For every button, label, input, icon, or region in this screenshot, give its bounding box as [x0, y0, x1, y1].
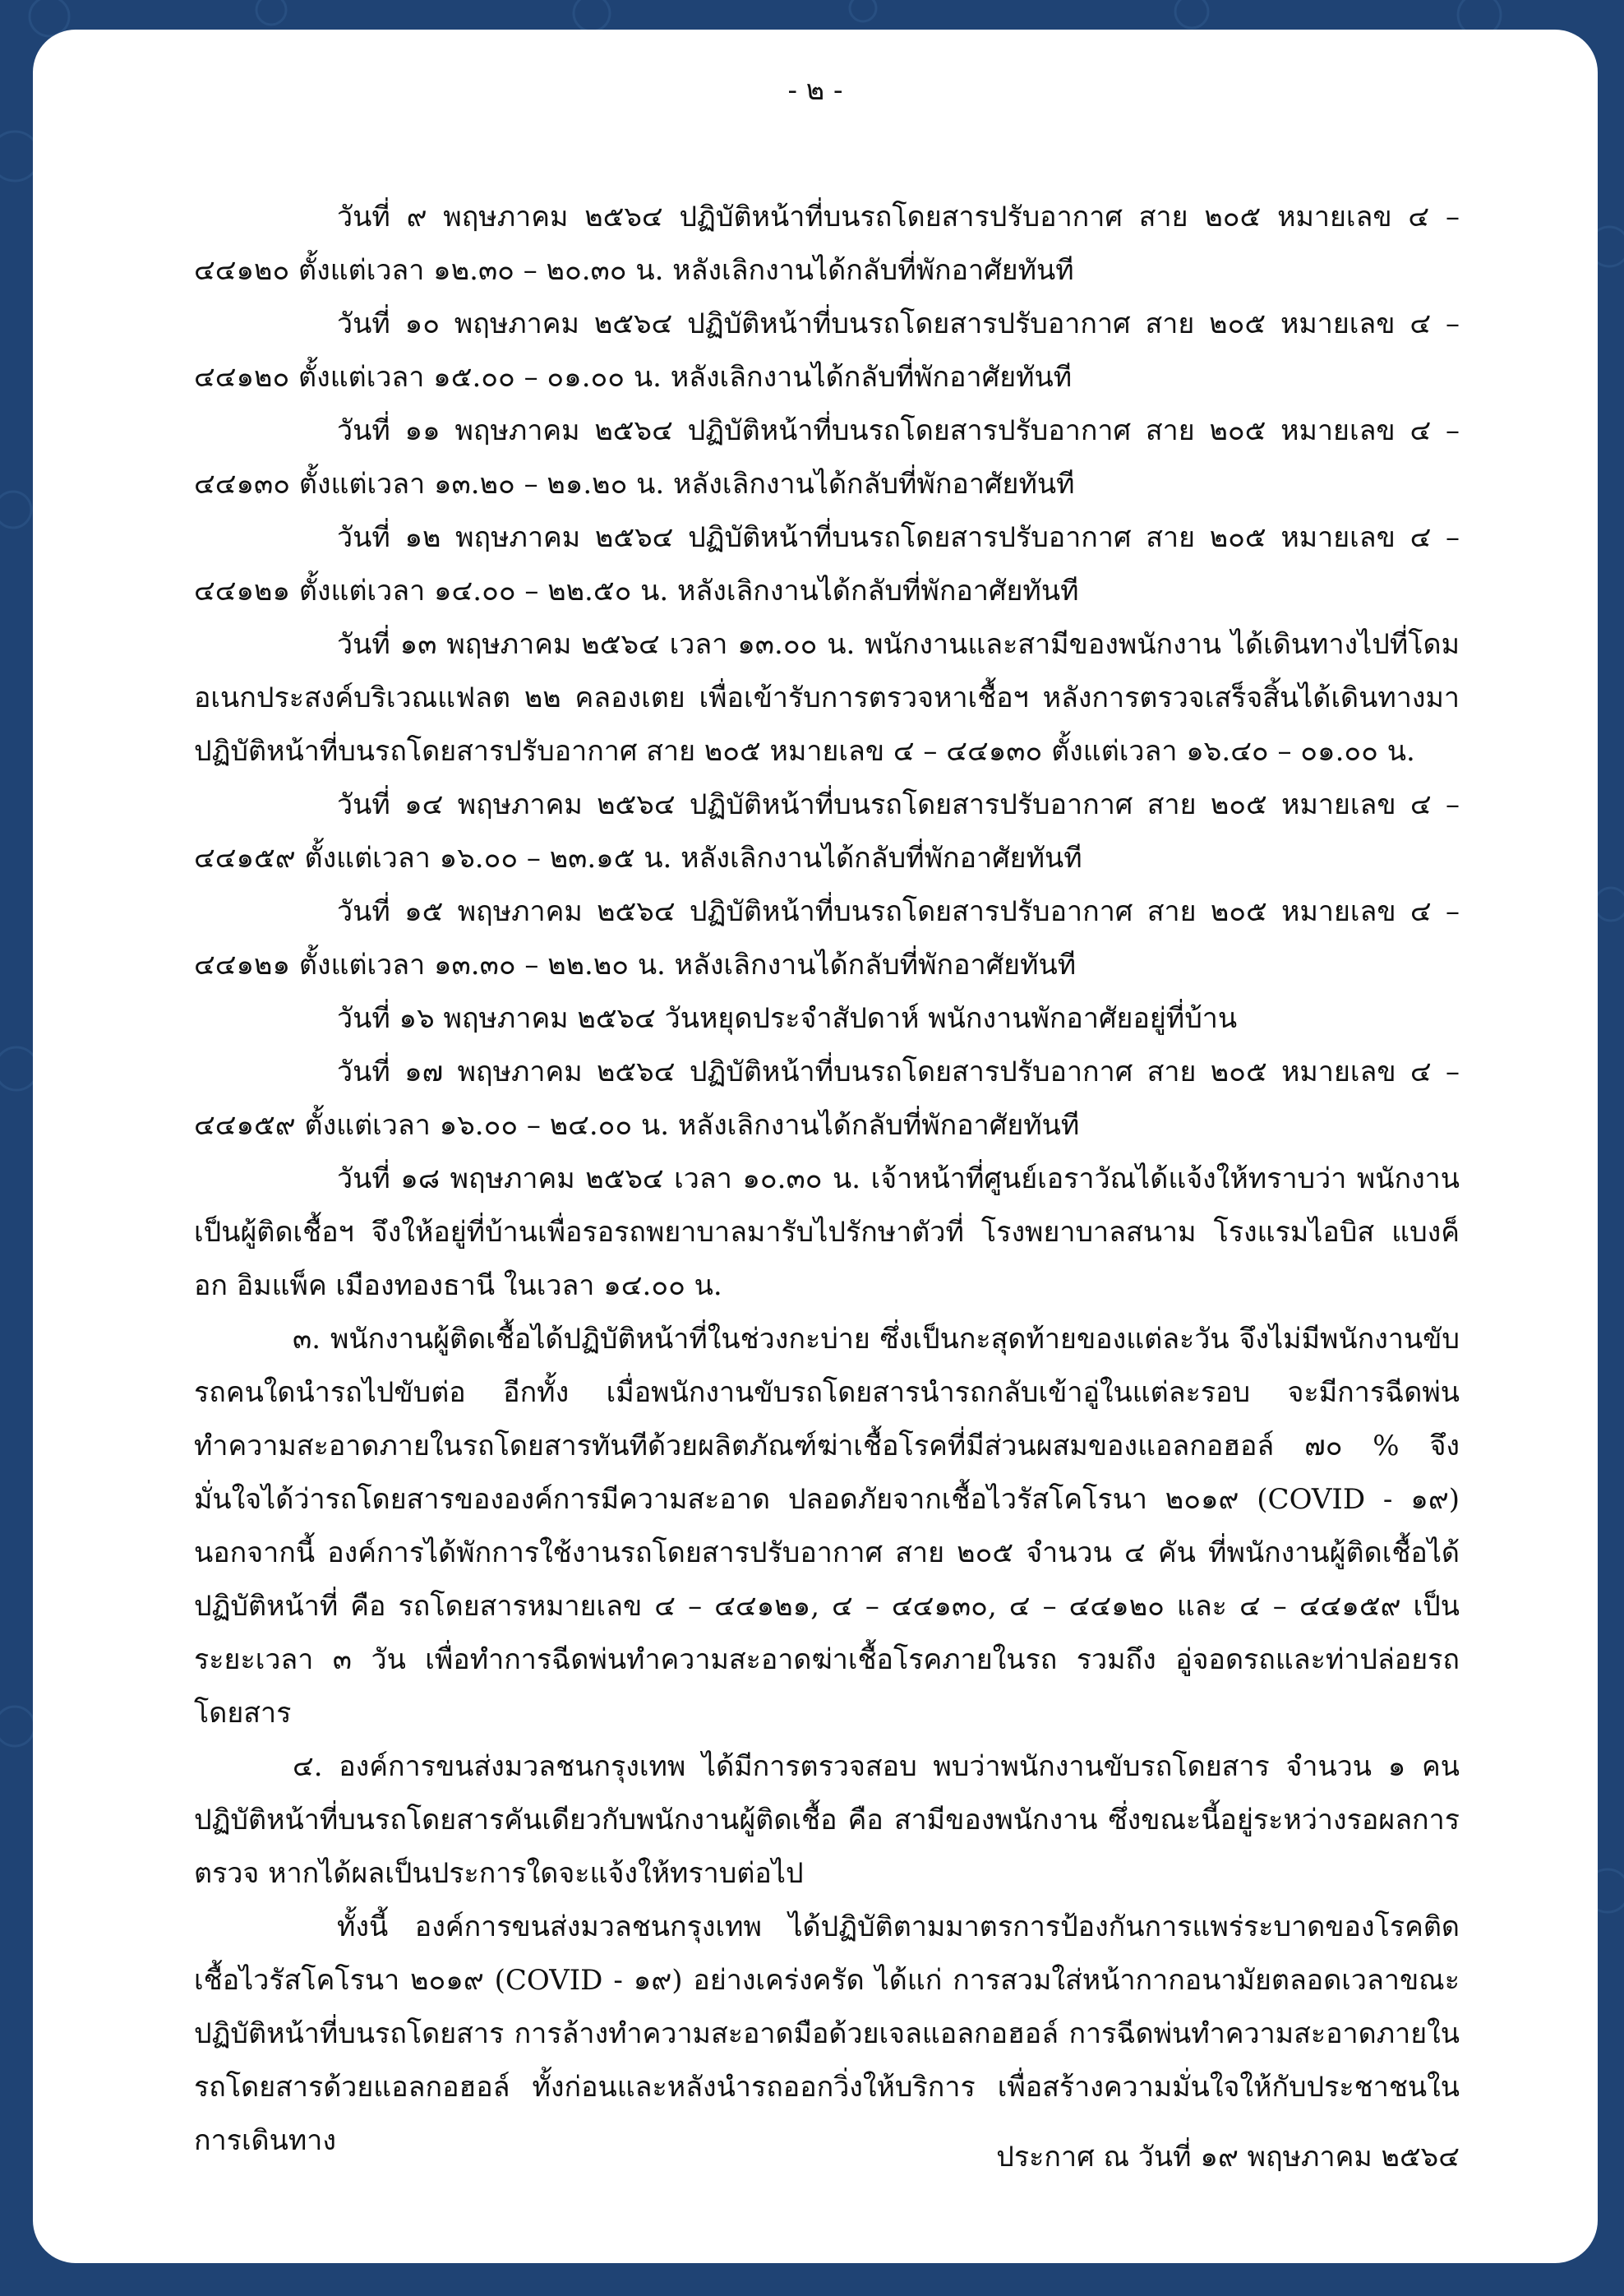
document-page [33, 30, 1598, 2263]
paragraph-may-15: วันที่ ๑๕ พฤษภาคม ๒๕๖๔ ปฏิบัติหน้าที่บนรถโดยสารปรับอากาศ สาย ๒๐๕ หมายเลข ๔ – ๔๔๑๒๑ ตั้งแต่เวลา ๑๓.๓๐ – ๒๒.๒๐ น. หลังเลิกงานได้กลับที่พักอาศัยทันที [194, 895, 1460, 982]
paragraph-item-4: ๔. องค์การขนส่งมวลชนกรุงเทพ ได้มีการตรวจสอบ พบว่าพนักงานขับรถโดยสาร จำนวน ๑ คน ปฏิบัติหน้าที่บนรถโดยสารคันเดียวกับพนักงานผู้ติดเชื้อ คือ สามีของพนักงาน ซึ่งขณะนี้อยู่ระหว่างรอผลการตรวจ หากได้ผลเป็นประการใดจะแจ้งให้ทราบต่อไป [194, 1750, 1460, 1890]
paragraph-may-12: วันที่ ๑๒ พฤษภาคม ๒๕๖๔ ปฏิบัติหน้าที่บนรถโดยสารปรับอากาศ สาย ๒๐๕ หมายเลข ๔ – ๔๔๑๒๑ ตั้งแต่เวลา ๑๔.๐๐ – ๒๒.๕๐ น. หลังเลิกงานได้กลับที่พักอาศัยทันที [194, 521, 1460, 607]
announcement-date: ประกาศ ณ วันที่ ๑๙ พฤษภาคม ๒๕๖๔ [996, 2141, 1460, 2174]
paragraph-may-17: วันที่ ๑๗ พฤษภาคม ๒๕๖๔ ปฏิบัติหน้าที่บนรถโดยสารปรับอากาศ สาย ๒๐๕ หมายเลข ๔ – ๔๔๑๕๙ ตั้งแต่เวลา ๑๖.๐๐ – ๒๔.๐๐ น. หลังเลิกงานได้กลับที่พักอาศัยทันที [194, 1056, 1460, 1142]
paragraph-may-13: วันที่ ๑๓ พฤษภาคม ๒๕๖๔ เวลา ๑๓.๐๐ น. พนักงานและสามีของพนักงาน ได้เดินทางไปที่โดมอเนกประสงค์บริเวณแฟลต ๒๒ คลองเตย เพื่อเข้ารับการตรวจหาเชื้อฯ หลังการตรวจเสร็จสิ้นได้เดินทางมาปฏิบัติหน้าที่บนรถโดยสารปรับอากาศ สาย ๒๐๕ หมายเลข ๔ – ๔๔๑๓๐ ตั้งแต่เวลา ๑๖.๔๐ – ๐๑.๐๐ น. [194, 628, 1460, 768]
paragraph-item-3: ๓. พนักงานผู้ติดเชื้อได้ปฏิบัติหน้าที่ในช่วงกะบ่าย ซึ่งเป็นกะสุดท้ายของแต่ละวัน จึงไม่มีพนักงานขับรถคนใดนำรถไปขับต่อ อีกทั้ง เมื่อพนักงานขับรถโดยสารนำรถกลับเข้าอู่ในแต่ละรอบ จะมีการฉีดพ่นทำความสะอาดภายในรถโดยสารทันทีด้วยผลิตภัณฑ์ฆ่าเชื้อโรคที่มีส่วนผสมของแอลกอฮอล์ ๗๐ % จึงมั่นใจได้ว่ารถโดยสารขององค์การมีความสะอาด ปลอดภัยจากเชื้อไวรัสโคโรนา ๒๐๑๙ (COVID - ๑๙) นอกจากนี้ องค์การได้พักการใช้งานรถโดยสารปรับอากาศ สาย ๒๐๕ จำนวน ๔ คัน ที่พนักงานผู้ติดเชื้อได้ปฏิบัติหน้าที่ คือ รถโดยสารหมายเลข ๔ – ๔๔๑๒๑, ๔ – ๔๔๑๓๐, ๔ – ๔๔๑๒๐ และ ๔ – ๔๔๑๕๙ เป็นระยะเวลา ๓ วัน เพื่อทำการฉีดพ่นทำความสะอาดฆ่าเชื้อโรคภายในรถ รวมถึง อู่จอดรถและท่าปล่อยรถโดยสาร [194, 1323, 1460, 1730]
paragraph-may-9: วันที่ ๙ พฤษภาคม ๒๕๖๔ ปฏิบัติหน้าที่บนรถโดยสารปรับอากาศ สาย ๒๐๕ หมายเลข ๔ – ๔๔๑๒๐ ตั้งแต่เวลา ๑๒.๓๐ – ๒๐.๓๐ น. หลังเลิกงานได้กลับที่พักอาศัยทันที [194, 201, 1460, 287]
paragraph-may-10: วันที่ ๑๐ พฤษภาคม ๒๕๖๔ ปฏิบัติหน้าที่บนรถโดยสารปรับอากาศ สาย ๒๐๕ หมายเลข ๔ – ๔๔๑๒๐ ตั้งแต่เวลา ๑๕.๐๐ – ๐๑.๐๐ น. หลังเลิกงานได้กลับที่พักอาศัยทันที [194, 307, 1460, 394]
paragraph-may-14: วันที่ ๑๔ พฤษภาคม ๒๕๖๔ ปฏิบัติหน้าที่บนรถโดยสารปรับอากาศ สาย ๒๐๕ หมายเลข ๔ – ๔๔๑๕๙ ตั้งแต่เวลา ๑๖.๐๐ – ๒๓.๑๕ น. หลังเลิกงานได้กลับที่พักอาศัยทันที [194, 788, 1460, 875]
paragraph-may-18: วันที่ ๑๘ พฤษภาคม ๒๕๖๔ เวลา ๑๐.๓๐ น. เจ้าหน้าที่ศูนย์เอราวัณได้แจ้งให้ทราบว่า พนักงานเป็นผู้ติดเชื้อฯ จึงให้อยู่ที่บ้านเพื่อรอรถพยาบาลมารับไปรักษาตัวที่ โรงพยาบาลสนาม โรงแรมไอบิส แบงค็อก อิมแพ็ค เมืองทองธานี ในเวลา ๑๔.๐๐ น. [194, 1162, 1460, 1302]
paragraph-closing: ทั้งนี้ องค์การขนส่งมวลชนกรุงเทพ ได้ปฏิบัติตามมาตรการป้องกันการแพร่ระบาดของโรคติดเชื้อไวรัสโคโรนา ๒๐๑๙ (COVID - ๑๙) อย่างเคร่งครัด ได้แก่ การสวมใส่หน้ากากอนามัยตลอดเวลาขณะปฏิบัติหน้าที่บนรถโดยสาร การล้างทำความสะอาดมือด้วยเจลแอลกอฮอล์ การฉีดพ่นทำความสะอาดภายในรถโดยสารด้วยแอลกอฮอล์ ทั้งก่อนและหลังนำรถออกวิ่งให้บริการ เพื่อสร้างความมั่นใจให้กับประชาชนในการเดินทาง [194, 1910, 1460, 2157]
page-number: - ๒ - [787, 74, 843, 107]
paragraph-may-16: วันที่ ๑๖ พฤษภาคม ๒๕๖๔ วันหยุดประจำสัปดาห์ พนักงานพักอาศัยอยู่ที่บ้าน [337, 1002, 1238, 1035]
paragraph-may-11: วันที่ ๑๑ พฤษภาคม ๒๕๖๔ ปฏิบัติหน้าที่บนรถโดยสารปรับอากาศ สาย ๒๐๕ หมายเลข ๔ – ๔๔๑๓๐ ตั้งแต่เวลา ๑๓.๒๐ – ๒๑.๒๐ น. หลังเลิกงานได้กลับที่พักอาศัยทันที [194, 414, 1460, 501]
document-body [194, 191, 1460, 2168]
